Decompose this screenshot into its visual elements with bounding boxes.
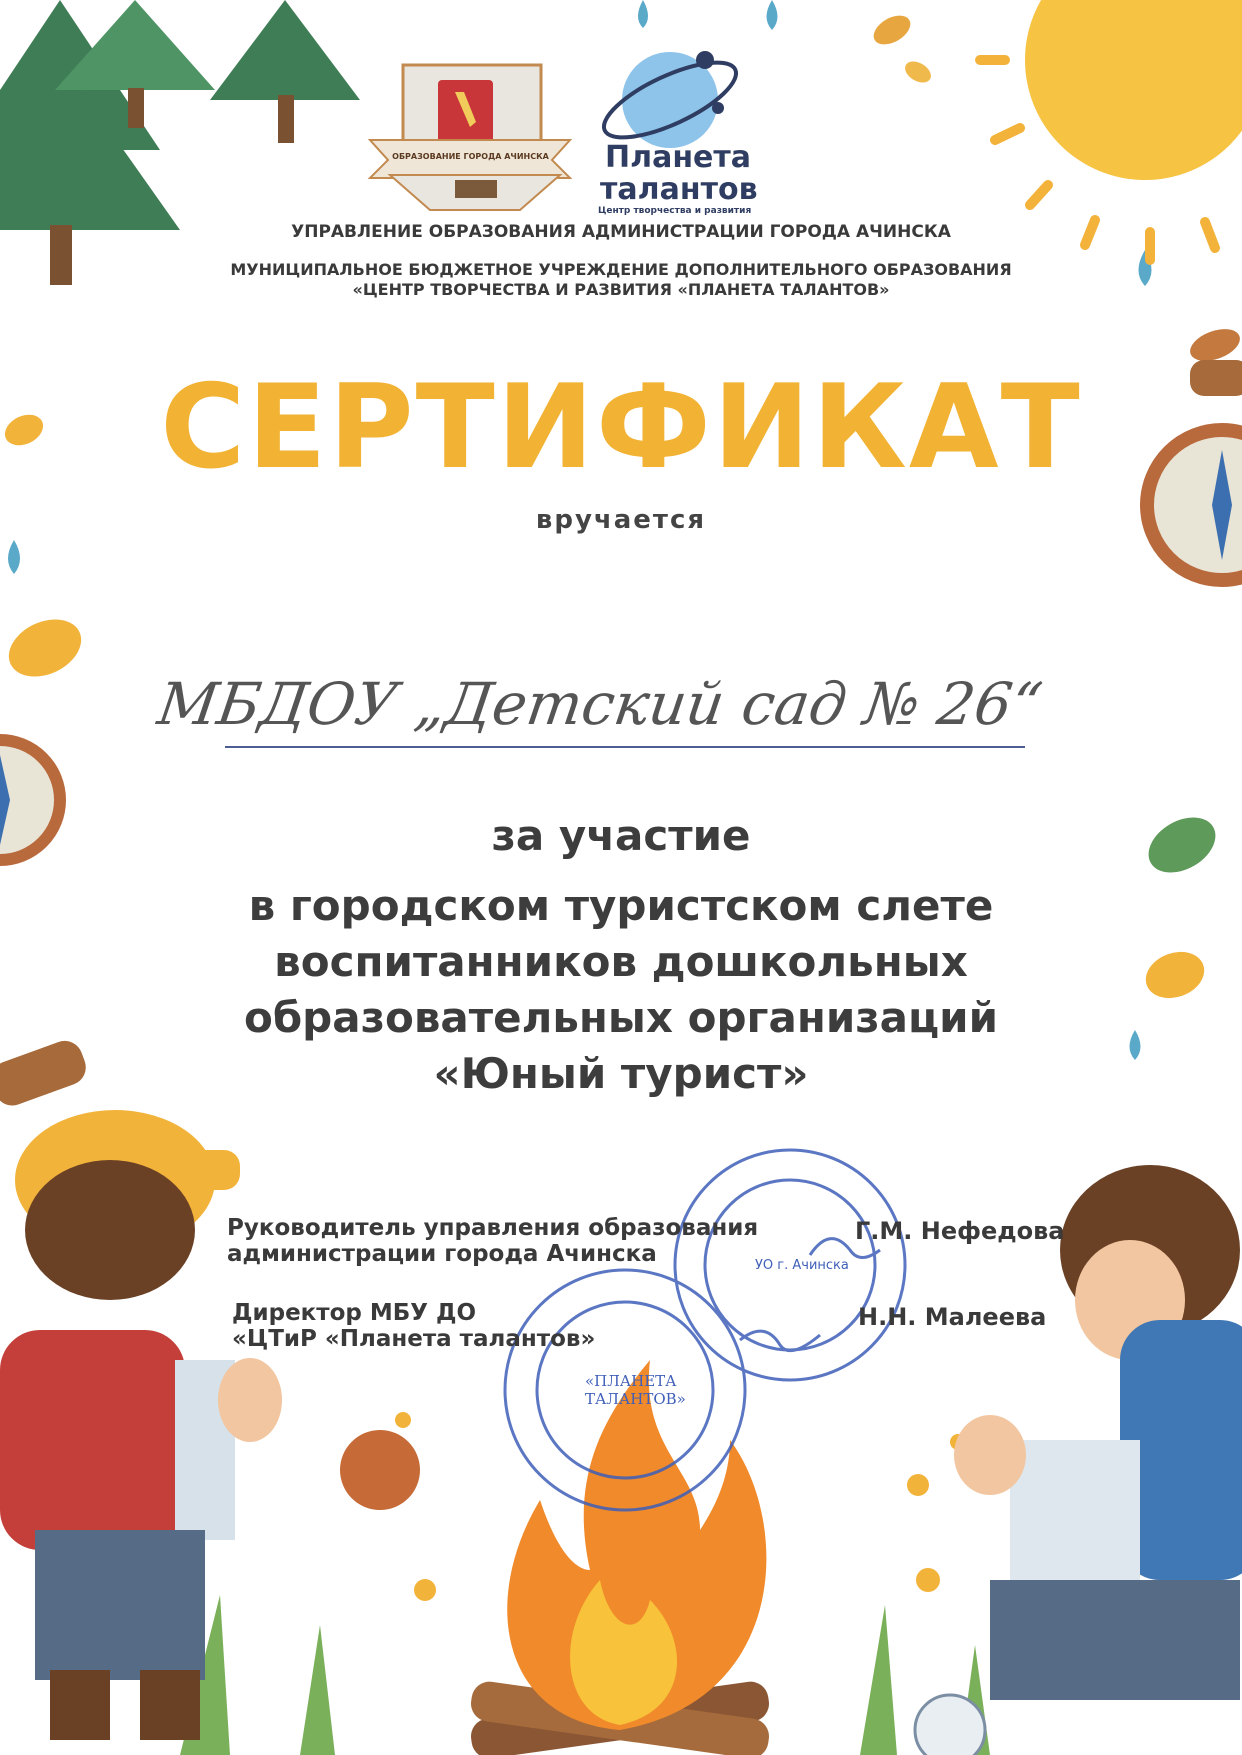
certificate-title: СЕРТИФИКАТ — [160, 360, 1082, 495]
header-line-3: «ЦЕНТР ТВОРЧЕСТВА И РАЗВИТИЯ «ПЛАНЕТА ТАЛАНТОВ» — [352, 280, 890, 299]
signatory-2-position-line1: Директор МБУ ДО — [232, 1300, 477, 1326]
logo-tagline: Центр творчества и развития — [598, 206, 752, 216]
city-education-logo — [370, 65, 570, 210]
certificate-subtitle: вручается — [535, 505, 707, 535]
logo-banner-text: ОБРАЗОВАНИЕ ГОРОДА АЧИНСКА — [392, 152, 549, 161]
signatory-2-position-line2: «ЦТиР «Планета талантов» — [232, 1326, 596, 1352]
body-line-5: «Юный турист» — [433, 1049, 809, 1098]
planet-logo-icon — [595, 48, 746, 152]
sun-icon — [980, 0, 1242, 260]
body-line-1: за участие — [491, 811, 751, 860]
body-line-3: воспитанников дошкольных — [274, 937, 968, 986]
body-line-2: в городском туристском слете — [248, 881, 994, 930]
campfire-icon — [469, 1360, 772, 1755]
child-hiker-right — [915, 1165, 1242, 1755]
stamp-1-inner-text: УО г. Ачинска — [755, 1258, 849, 1273]
header-line-2: МУНИЦИПАЛЬНОЕ БЮДЖЕТНОЕ УЧРЕЖДЕНИЕ ДОПОЛНИТЕЛЬНОГО ОБРАЗОВАНИЯ — [230, 260, 1012, 279]
logo-name-line2: талантов — [600, 172, 758, 207]
body-line-4: образовательных организаций — [243, 993, 998, 1042]
logo-name-line1: Планета — [605, 140, 752, 175]
recipient-underline — [225, 746, 1025, 748]
child-hiker-left — [0, 1110, 282, 1740]
stamp-2-inner-text: «ПЛАНЕТА ТАЛАНТОВ» — [585, 1372, 686, 1408]
recipient-name: МБДОУ „Детский сад № 26“ — [153, 670, 1047, 738]
header-line-1: УПРАВЛЕНИЕ ОБРАЗОВАНИЯ АДМИНИСТРАЦИИ ГОРОДА АЧИНСКА — [291, 222, 951, 242]
signatory-1-position-line2: администрации города Ачинска — [227, 1241, 657, 1267]
pine-tree-icon — [210, 0, 360, 143]
signatory-2-name: Н.Н. Малеева — [858, 1303, 1047, 1331]
signatory-1-position-line1: Руководитель управления образования — [227, 1215, 759, 1241]
signatory-1-name: Г.М. Нефедова — [855, 1217, 1065, 1245]
